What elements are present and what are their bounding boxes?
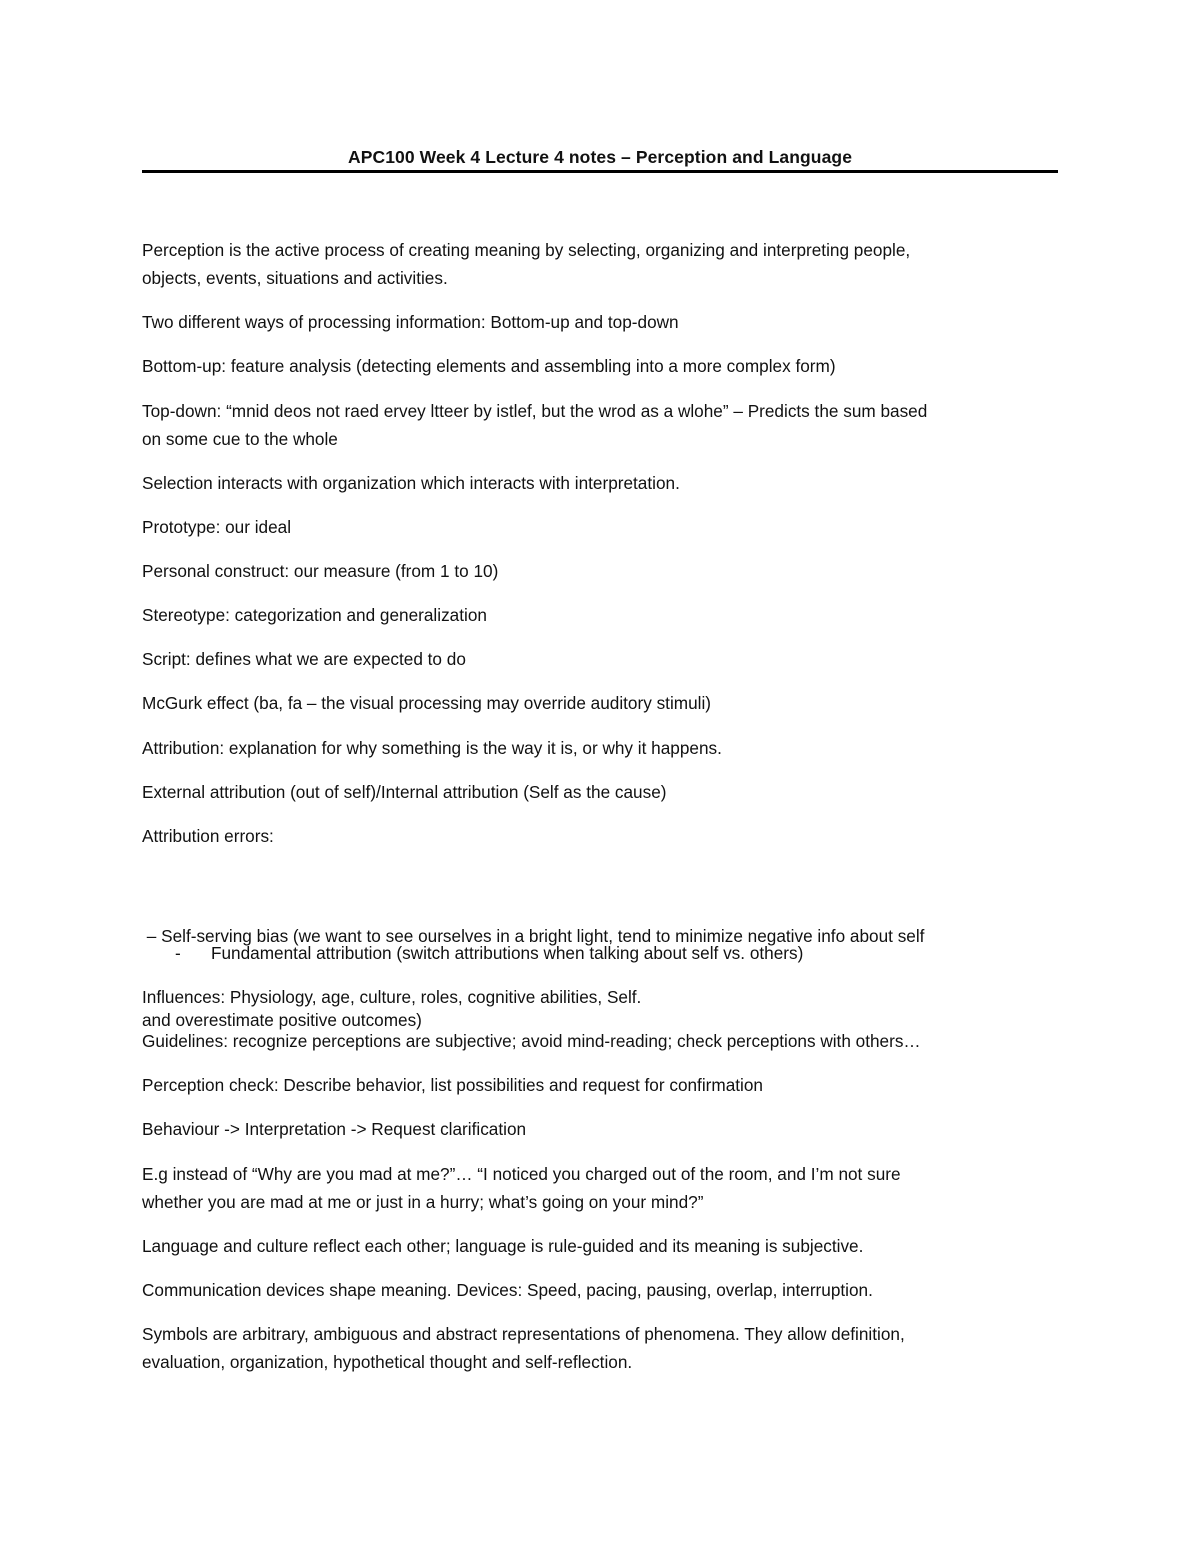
paragraph-bottom-up bbox=[142, 352, 1058, 380]
paragraph-line: whether you are mad at me or just in a hurry; what’s going on your mind?” bbox=[142, 1192, 704, 1212]
dash-bullet: - bbox=[175, 943, 181, 963]
paragraph-behaviour-chain bbox=[142, 1115, 1058, 1143]
paragraph-symbols bbox=[142, 1320, 1058, 1376]
title-underline-rule bbox=[142, 170, 1058, 173]
paragraph-language-culture bbox=[142, 1232, 1058, 1260]
paragraph-line: Attribution: explanation for why something is the way it is, or why it happens. bbox=[142, 738, 722, 758]
paragraph-processing-ways bbox=[142, 308, 1058, 336]
paragraph-line: Attribution errors: bbox=[142, 826, 274, 846]
paragraph-script bbox=[142, 645, 1058, 673]
paragraph-perception-check bbox=[142, 1071, 1058, 1099]
paragraph-line: E.g instead of “Why are you mad at me?”… “I noticed you charged out of the room, and I’m not sure bbox=[142, 1164, 901, 1184]
paragraph-attribution bbox=[142, 734, 1058, 762]
document-title: APC100 Week 4 Lecture 4 notes – Perception and Language bbox=[347, 147, 853, 167]
paragraph-self-serving-bias bbox=[142, 866, 1058, 1090]
paragraph-communication-devices bbox=[142, 1276, 1058, 1304]
paragraph-prototype bbox=[142, 513, 1058, 541]
paragraph-line: Script: defines what we are expected to do bbox=[142, 649, 466, 669]
paragraph-external-internal bbox=[142, 778, 1058, 806]
list-item-text: Fundamental attribution (switch attributions when talking about self vs. others) bbox=[211, 943, 804, 963]
paragraph-line: on some cue to the whole bbox=[142, 429, 338, 449]
paragraph-line: Top-down: “mnid deos not raed ervey ltteer by istlef, but the wrod as a wlohe” – Predicts the sum based bbox=[142, 401, 928, 421]
paragraph-line: Bottom-up: feature analysis (detecting elements and assembling into a more complex form) bbox=[142, 356, 836, 376]
paragraph-line: External attribution (out of self)/Internal attribution (Self as the cause) bbox=[142, 782, 667, 802]
paragraph-stereotype bbox=[142, 601, 1058, 629]
paragraph-line: Perception is the active process of creating meaning by selecting, organizing and interpreting people, bbox=[142, 240, 911, 260]
paragraph-example bbox=[142, 1160, 1058, 1216]
paragraph-mcgurk bbox=[142, 689, 1058, 717]
paragraph-line: Symbols are arbitrary, ambiguous and abstract representations of phenomena. They allow definition, bbox=[142, 1324, 905, 1344]
paragraph-line: Communication devices shape meaning. Devices: Speed, pacing, pausing, overlap, interruption. bbox=[142, 1280, 873, 1300]
paragraph-line: Perception check: Describe behavior, list possibilities and request for confirmation bbox=[142, 1075, 763, 1095]
paragraph-line: and overestimate positive outcomes) bbox=[142, 1010, 422, 1030]
paragraph-line: Influences: Physiology, age, culture, roles, cognitive abilities, Self. bbox=[142, 987, 642, 1007]
paragraph-line: Behaviour -> Interpretation -> Request clarification bbox=[142, 1119, 527, 1139]
paragraph-attribution-errors bbox=[142, 822, 1058, 850]
paragraph-line: McGurk effect (ba, fa – the visual processing may override auditory stimuli) bbox=[142, 693, 712, 713]
paragraph-line: Selection interacts with organization which interacts with interpretation. bbox=[142, 473, 680, 493]
paragraph-line: Personal construct: our measure (from 1 to 10) bbox=[142, 561, 499, 581]
list-item-fundamental-attribution bbox=[175, 939, 1055, 967]
paragraph-top-down bbox=[142, 397, 1058, 453]
paragraph-line: – Self-serving bias (we want to see ourselves in a bright light, tend to minimize negative info about self bbox=[142, 926, 925, 946]
paragraph-line: Language and culture reflect each other; language is rule-guided and its meaning is subjective. bbox=[142, 1236, 864, 1256]
paragraph-personal-construct bbox=[142, 557, 1058, 585]
paragraph-line: evaluation, organization, hypothetical thought and self-reflection. bbox=[142, 1352, 633, 1372]
paragraph-line: Stereotype: categorization and generalization bbox=[142, 605, 487, 625]
paragraph-line: Two different ways of processing information: Bottom-up and top-down bbox=[142, 312, 679, 332]
paragraph-line: Guidelines: recognize perceptions are subjective; avoid mind-reading; check perceptions with others… bbox=[142, 1031, 921, 1051]
paragraph-selection bbox=[142, 469, 1058, 497]
paragraph-line: objects, events, situations and activities. bbox=[142, 268, 448, 288]
paragraph-line: Prototype: our ideal bbox=[142, 517, 292, 537]
paragraph-influences bbox=[142, 983, 1058, 1011]
paragraph-perception-definition bbox=[142, 236, 1058, 292]
paragraph-guidelines bbox=[142, 1027, 1058, 1055]
